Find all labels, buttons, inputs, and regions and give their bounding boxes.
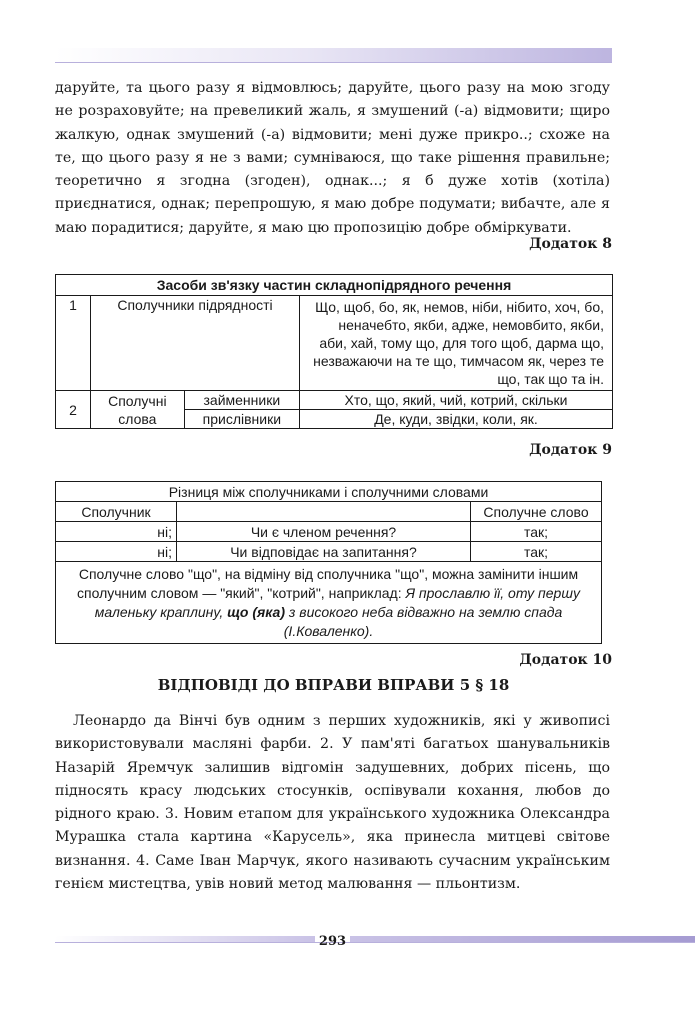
row2-type: Сполучні слова — [91, 391, 185, 429]
difference-table-title: Різниця між сполучниками і сполучними словами — [56, 482, 602, 502]
appendix-9-label: Додаток 9 — [529, 442, 612, 458]
row1-number: 1 — [56, 296, 91, 391]
column-empty — [177, 502, 471, 522]
row1-question: Чи є членом речення? — [177, 522, 471, 542]
footer-rule — [55, 942, 695, 943]
column-conjunctive-word: Сполучне слово — [471, 502, 602, 522]
connection-means-table — [55, 274, 613, 429]
page-number: 293 — [318, 934, 347, 949]
difference-note — [56, 562, 602, 644]
row2-conjunction-answer: ні; — [56, 542, 177, 562]
row1-word-answer: так; — [471, 522, 602, 542]
connection-table-title: Засоби зв'язку частин складнопідрядного речення — [56, 275, 613, 296]
column-conjunction: Сполучник — [56, 502, 177, 522]
row2-adverbs-examples: Де, куди, звідки, коли, як. — [300, 410, 613, 429]
row1-type: Сполучники підрядності — [91, 296, 300, 391]
appendix-8-label: Додаток 8 — [529, 236, 612, 252]
row2-adverbs-label: прислівники — [184, 410, 299, 429]
row1-conjunction-answer: ні; — [56, 522, 177, 542]
answers-heading: ВІДПОВІДІ ДО ВПРАВИ ВПРАВИ 5 § 18 — [157, 676, 510, 694]
row1-examples: Що, щоб, бо, як, немов, ніби, нібито, хоч, бо, неначебто, якби, адже, немовбито, якби, аби, хай, тому що, для того щоб, дарма що, незважаючи на те що, тимчасом як, через те що, так що та ін. — [300, 296, 613, 391]
note-text: Сполучне слово "що", на відміну від сполучника "що", можна замінити іншим сполучним словом — "який", "котрий", наприклад: — [77, 566, 579, 601]
top-paragraph: даруйте, та цього разу я відмовлюсь; даруйте, цього разу на мою згоду не розраховуйте; на превеликий жаль, я змушений (-а) відмовити; щиро жалкую, однак змушений (-а) відмовити; мені дуже прикро..; схоже на те, що цього разу я не з вами; сумніваюся, що таке рішення правильне; теоретично я згодна (згоден), однак...; я б дуже хотів (хотіла) приєднатися, однак; перепрошую, я маю добре подумати; вибачте, але я маю порадитися; даруйте, я маю цю пропозицію добре обміркувати. — [55, 80, 610, 236]
note-example-highlight: що (яка) — [227, 604, 285, 620]
note-example-start: Я прославлю її, оту першу маленьку краплину, — [94, 585, 580, 620]
row2-pronouns-examples: Хто, що, який, чий, котрий, скільки — [300, 391, 613, 410]
note-author: (І.Коваленко). — [283, 623, 374, 639]
row2-question: Чи відповідає на запитання? — [177, 542, 471, 562]
appendix-10-label: Додаток 10 — [519, 652, 612, 668]
header-rule — [55, 62, 612, 63]
answers-paragraph: Леонардо да Вінчі був одним з перших художників, які у живописі використовували масляні фарби. 2. У пам'яті багатьох шанувальників Назарій Яремчук залишив відгомін задушевних, добрих пісень, що підносять красу людських стосунків, оспівували кохання, любов до рідного краю. 3. Новим етапом для українського художника Олександра Мурашка стала картина «Карусель», яка принесла митцеві світове визнання. 4. Саме Іван Марчук, якого називають сучасним українським генієм мистецтва, увів новий метод малювання — пльонтизм. — [55, 713, 610, 893]
row2-number: 2 — [56, 391, 91, 429]
header-decoration-band — [55, 48, 612, 62]
note-example-end: з високого неба відважно на землю спада — [284, 604, 563, 620]
row2-pronouns-label: займенники — [184, 391, 299, 410]
row2-word-answer: так; — [471, 542, 602, 562]
conjunction-difference-table — [55, 481, 602, 644]
